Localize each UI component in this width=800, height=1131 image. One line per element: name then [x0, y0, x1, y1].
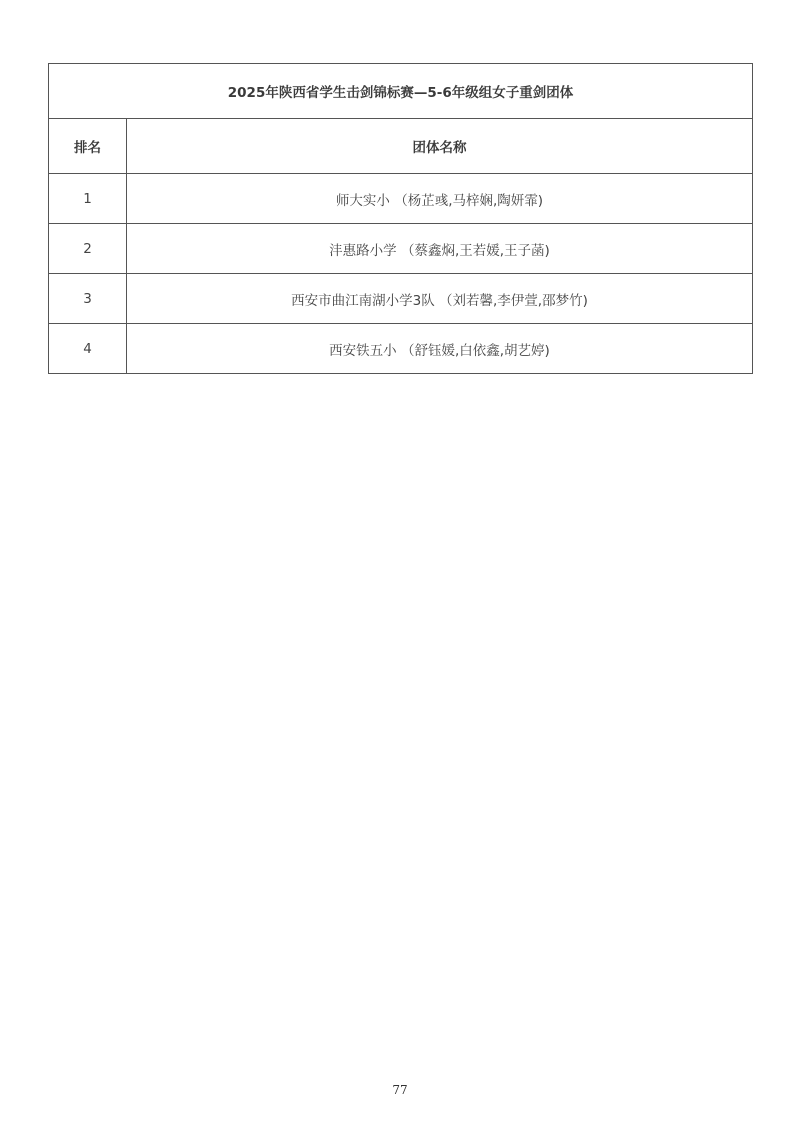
- team-cell: 西安铁五小 （舒钰媛,白依鑫,胡艺婷): [127, 324, 753, 374]
- team-cell: 西安市曲江南湖小学3队 （刘若馨,李伊萱,邵梦竹): [127, 274, 753, 324]
- rank-cell: 1: [49, 174, 127, 224]
- table-row: [49, 324, 753, 374]
- table-title-row: [49, 64, 753, 119]
- table-title: 2025年陕西省学生击剑锦标赛—5-6年级组女子重剑团体: [49, 64, 753, 119]
- rank-cell: 2: [49, 224, 127, 274]
- page-number: 77: [392, 1083, 408, 1097]
- table-row: [49, 174, 753, 224]
- rank-cell: 3: [49, 274, 127, 324]
- rank-column-header: 排名: [49, 119, 127, 174]
- table-row: [49, 274, 753, 324]
- results-table: [48, 63, 753, 374]
- table-header-row: [49, 119, 753, 174]
- team-column-header: 团体名称: [127, 119, 753, 174]
- team-cell: 师大实小 （杨芷彧,马梓娴,陶妍霏): [127, 174, 753, 224]
- table-row: [49, 224, 753, 274]
- team-cell: 沣惠路小学 （蔡鑫焖,王若媛,王子菡): [127, 224, 753, 274]
- rank-cell: 4: [49, 324, 127, 374]
